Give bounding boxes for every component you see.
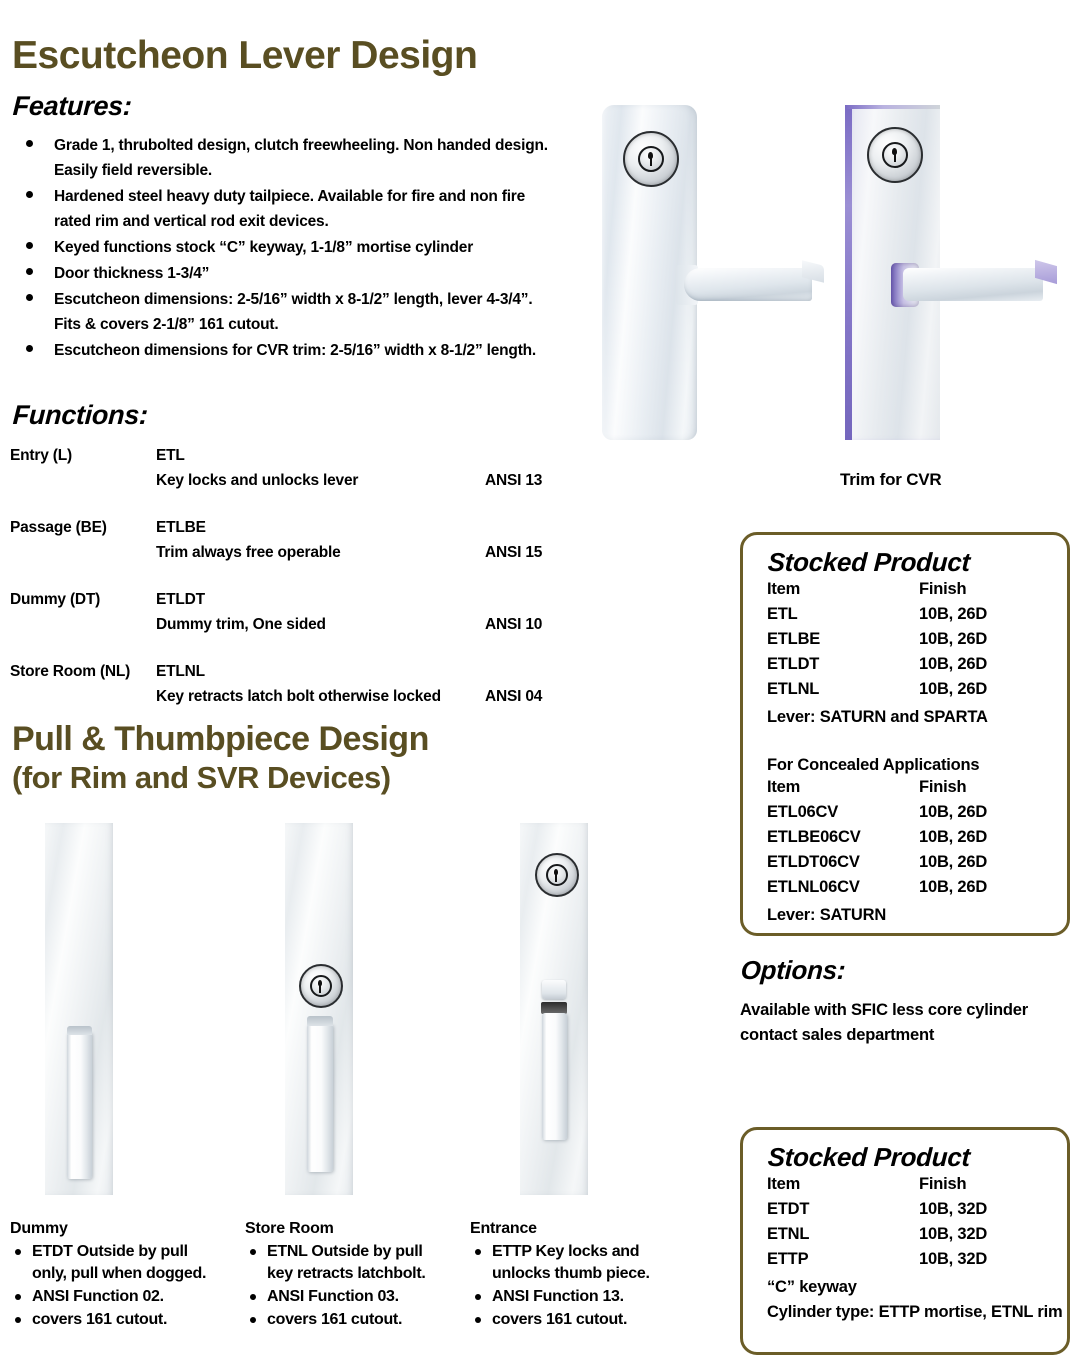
options-heading: Options: [740,955,847,985]
spacer [767,730,1067,753]
bullet-icon [26,268,33,275]
thumbpiece-lever [542,980,566,999]
caption-line: ANSI Function 03. [267,1288,399,1305]
product-finish: 10B, 26D [919,878,988,896]
bullet-icon [26,140,33,147]
product-item-code: ETNL [767,1225,810,1243]
function-name: Passage (BE) [10,519,107,536]
column-header-finish: Finish [919,1175,967,1193]
concealed-header [767,778,1067,803]
stocked-product-row [767,1200,1067,1225]
column-header-finish: Finish [919,778,967,796]
pull-grip-top [67,1026,92,1035]
caption-bullet-item [10,1286,235,1308]
function-description: Dummy trim, One sided [156,616,326,633]
caption-bullet-item [245,1241,470,1285]
function-code: ETLDT [156,591,205,608]
stocked-product-title: Stocked Product [767,1142,971,1172]
stocked-product-row [767,655,1067,680]
feature-item [12,287,592,337]
function-ansi-number: ANSI 15 [485,544,543,561]
product-item-code: ETTP [767,1250,809,1268]
caption-line: ANSI Function 13. [492,1288,624,1305]
caption-line: only, pull when dogged. [32,1265,207,1282]
caption-bullet-item [10,1241,235,1285]
pull-section-title: Pull & Thumbpiece Design [12,720,429,758]
keyhole-icon-entrance [554,869,558,875]
caption-bullet-item [10,1309,235,1331]
stocked-product-box-lever [740,532,1070,936]
function-name: Entry (L) [10,447,72,464]
pull-section-subtitle: (for Rim and SVR Devices) [12,760,391,795]
stocked-product-row [767,878,1067,903]
caption-heading: Entrance [470,1220,537,1237]
cylinder-type-note: Cylinder type: ETTP mortise, ETNL rim [767,1303,1063,1321]
cylinder-plug [638,146,664,172]
bullet-icon [475,1294,481,1300]
bullet-icon [475,1249,481,1255]
caption-line: ETNL Outside by pull [267,1243,423,1260]
function-description: Key locks and unlocks lever [156,472,359,489]
product-item-code: ETLDT [767,655,820,673]
stocked-product-row [767,853,1067,878]
caption-line: key retracts latchbolt. [267,1265,426,1282]
options-line-1: Available with SFIC less core cylinder [740,1001,1028,1019]
caption-column-entrance [470,1220,695,1332]
caption-line: ETTP Key locks and [492,1243,640,1260]
lever-handle [684,268,812,301]
function-code: ETL [156,447,185,464]
functions-table [10,447,610,735]
stocked-product-rows [767,605,1067,705]
pull-plate-store-room-image [285,823,353,1195]
concealed-rows [767,803,1067,903]
pull-grip-top [307,1016,333,1026]
bullet-icon [15,1294,21,1300]
product-finish: 10B, 32D [919,1250,988,1268]
caption-line: ETDT Outside by pull [32,1243,188,1260]
product-item-code: ETL [767,605,798,623]
product-finish: 10B, 26D [919,803,988,821]
pull-grip-handle [307,1024,333,1172]
options-line-2: contact sales department [740,1026,935,1044]
bullet-icon [250,1294,256,1300]
stocked-product-row [767,828,1067,853]
product-finish: 10B, 26D [919,655,988,673]
key-cylinder-icon-storeroom [299,964,343,1008]
bullet-icon [26,242,33,249]
stocked-product-row [767,803,1067,828]
product-finish: 10B, 32D [919,1200,988,1218]
caption-bullet-item [470,1309,695,1331]
escutcheon-lever-trim-image [602,105,697,440]
function-ansi-number: ANSI 13 [485,472,543,489]
caption-line: covers 161 cutout. [32,1311,168,1328]
caption-line: ANSI Function 02. [32,1288,164,1305]
concealed-note: Lever: SATURN [767,906,887,924]
function-ansi-number: ANSI 04 [485,688,543,705]
cylinder-plug-entrance [546,864,568,886]
caption-bullet-item [245,1286,470,1308]
stocked-product-title: Stocked Product [767,547,971,577]
options-text [740,998,1060,1048]
concealed-applications-heading: For Concealed Applications [767,756,980,774]
feature-line: Escutcheon dimensions for CVR trim: 2-5/16” width x 8-1/2” length. [54,342,537,359]
pull-plate-dummy-image [45,823,113,1195]
keyhole-icon [648,152,653,159]
stocked-product-note: Lever: SATURN and SPARTA [767,708,988,726]
product-finish: 10B, 26D [919,630,988,648]
feature-line: Fits & covers 2-1/8” 161 cutout. [54,316,279,333]
stocked-product-row [767,605,1067,630]
stocked-product-header [767,1175,1067,1200]
caption-column-store-room [245,1220,470,1332]
product-finish: 10B, 26D [919,853,988,871]
product-finish: 10B, 26D [919,605,988,623]
keyhole-icon-storeroom [318,980,322,986]
keyhole-icon-cvr [892,148,897,155]
column-header-finish: Finish [919,580,967,598]
product-item-code: ETL06CV [767,803,839,821]
cvr-edge-accent [845,105,852,440]
feature-item [12,338,592,363]
caption-heading: Dummy [10,1220,68,1237]
feature-line: rated rim and vertical rod exit devices. [54,213,329,230]
bullet-icon [15,1249,21,1255]
function-row [10,591,610,663]
feature-item [12,184,592,234]
feature-line: Grade 1, thrubolted design, clutch freewheeling. Non handed design. [54,137,548,154]
feature-line: Escutcheon dimensions: 2-5/16” width x 8-1/2” length, lever 4-3/4”. [54,291,533,308]
bullet-icon [15,1317,21,1323]
caption-bullet-item [245,1309,470,1331]
function-name: Dummy (DT) [10,591,101,608]
feature-line: Door thickness 1-3/4” [54,265,210,282]
bullet-icon [250,1249,256,1255]
bullet-icon [26,345,33,352]
function-row [10,519,610,591]
trim-cvr-caption: Trim for CVR [840,470,942,489]
product-item-code: ETLBE06CV [767,828,861,846]
function-name: Store Room (NL) [10,663,131,680]
key-cylinder-icon-entrance [535,853,579,897]
product-item-code: ETLDT06CV [767,853,860,871]
caption-heading: Store Room [245,1220,334,1237]
page-title: Escutcheon Lever Design [12,34,478,77]
product-item-code: ETLBE [767,630,821,648]
caption-line: unlocks thumb piece. [492,1265,650,1282]
stocked-product-header [767,580,1067,605]
function-ansi-number: ANSI 10 [485,616,543,633]
feature-line: Hardened steel heavy duty tailpiece. Available for fire and non fire [54,188,526,205]
features-list [12,133,592,364]
features-heading: Features: [12,91,133,121]
escutcheon-lever-trim-cvr-image [845,105,940,440]
bullet-icon [26,294,33,301]
caption-bullet-item [470,1241,695,1285]
column-header-item: Item [767,778,801,796]
key-cylinder-icon-cvr [867,127,923,183]
function-code: ETLNL [156,663,205,680]
functions-heading: Functions: [12,400,149,430]
feature-line: Keyed functions stock “C” keyway, 1-1/8” mortise cylinder [54,239,474,256]
stocked-product-row [767,680,1067,705]
stocked-product-row [767,1250,1067,1275]
function-description: Trim always free operable [156,544,341,561]
feature-line: Easily field reversible. [54,162,213,179]
column-header-item: Item [767,580,801,598]
caption-line: covers 161 cutout. [492,1311,628,1328]
cylinder-plug-storeroom [310,975,332,997]
feature-item [12,133,592,183]
column-header-item: Item [767,1175,801,1193]
product-finish: 10B, 26D [919,680,988,698]
feature-item [12,235,592,260]
keyway-note: “C” keyway [767,1278,857,1296]
product-finish: 10B, 32D [919,1225,988,1243]
stocked-product-rows [767,1200,1067,1275]
stocked-product-row [767,630,1067,655]
function-description: Key retracts latch bolt otherwise locked [156,688,441,705]
pull-grip-handle [542,1013,567,1140]
product-item-code: ETLNL [767,680,820,698]
product-item-code: ETLNL06CV [767,878,860,896]
product-finish: 10B, 26D [919,828,988,846]
pull-grip-handle [67,1032,92,1179]
caption-column-dummy [10,1220,235,1332]
caption-line: covers 161 cutout. [267,1311,403,1328]
caption-bullet-item [470,1286,695,1308]
feature-item [12,261,592,286]
pull-plate-entrance-image [520,823,588,1195]
stocked-product-box-pull [740,1127,1070,1355]
bullet-icon [26,191,33,198]
bullet-icon [475,1317,481,1323]
cylinder-plug-cvr [882,142,908,168]
product-item-code: ETDT [767,1200,810,1218]
lever-handle-cvr [903,268,1043,301]
function-row [10,447,610,519]
cvr-top-edge [845,105,940,109]
key-cylinder-icon [623,131,679,187]
bullet-icon [250,1317,256,1323]
function-code: ETLBE [156,519,206,536]
stocked-product-row [767,1225,1067,1250]
